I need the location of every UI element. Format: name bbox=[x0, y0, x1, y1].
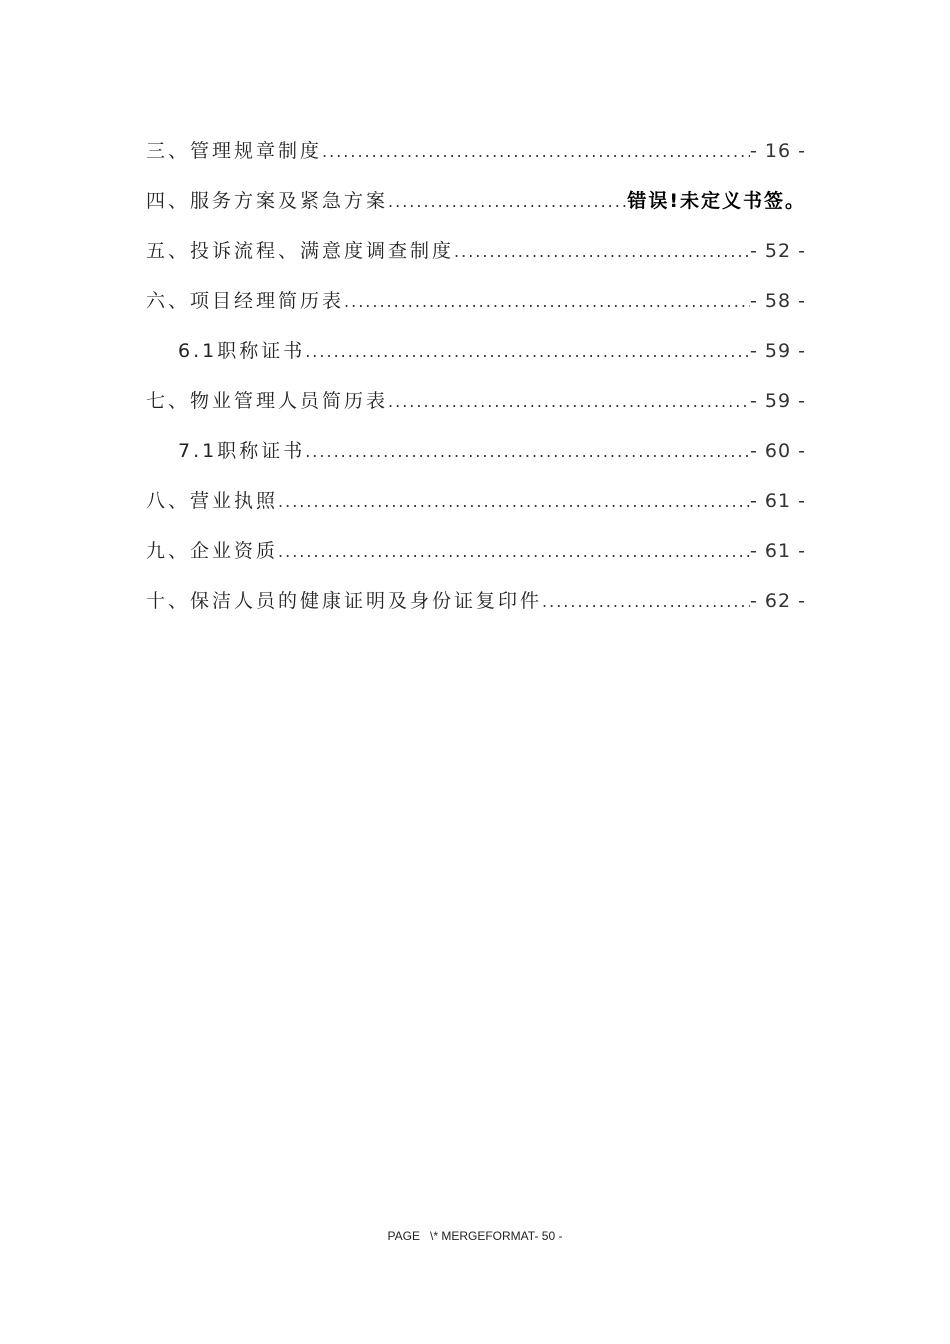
toc-entry-title: 六、项目经理简历表 bbox=[146, 290, 345, 312]
toc-dot-leader bbox=[454, 234, 750, 270]
toc-entry[interactable] bbox=[146, 283, 806, 333]
toc-entry-page-error: 错误!未定义书签。 bbox=[627, 190, 806, 212]
toc-entry-page: - 58 - bbox=[750, 290, 806, 312]
toc-dot-leader bbox=[305, 434, 750, 470]
toc-dot-leader bbox=[388, 384, 750, 420]
toc-dot-leader bbox=[322, 134, 750, 170]
table-of-contents bbox=[146, 133, 806, 633]
toc-entry-title: 九、企业资质 bbox=[146, 540, 279, 562]
toc-entry-title: 三、管理规章制度 bbox=[146, 140, 323, 162]
toc-entry-title: 七、物业管理人员简历表 bbox=[146, 390, 389, 412]
toc-entry-title: 6.1职称证书 bbox=[178, 340, 306, 362]
toc-entry[interactable] bbox=[146, 583, 806, 633]
toc-subentry[interactable] bbox=[146, 333, 806, 383]
toc-entry-title: 7.1职称证书 bbox=[178, 440, 306, 462]
toc-entry-page: - 62 - bbox=[750, 590, 806, 612]
toc-entry-page: - 61 - bbox=[750, 490, 806, 512]
toc-dot-leader bbox=[278, 484, 750, 520]
toc-dot-leader bbox=[344, 284, 750, 320]
toc-entry-page: - 61 - bbox=[750, 540, 806, 562]
toc-entry-page: - 16 - bbox=[750, 140, 806, 162]
toc-entry-page: - 52 - bbox=[750, 240, 806, 262]
toc-entry-title: 八、营业执照 bbox=[146, 490, 279, 512]
toc-entry[interactable] bbox=[146, 533, 806, 583]
toc-entry[interactable] bbox=[146, 133, 806, 183]
toc-dot-leader bbox=[305, 334, 750, 370]
toc-entry-title: 十、保洁人员的健康证明及身份证复印件 bbox=[146, 590, 543, 612]
page-footer: PAGE \* MERGEFORMAT- 50 - bbox=[387, 1229, 563, 1243]
toc-subentry[interactable] bbox=[146, 433, 806, 483]
toc-entry-page: - 59 - bbox=[750, 340, 806, 362]
toc-entry-page: - 59 - bbox=[750, 390, 806, 412]
toc-entry-page: - 60 - bbox=[750, 440, 806, 462]
toc-entry-title: 五、投诉流程、满意度调查制度 bbox=[146, 240, 455, 262]
toc-dot-leader bbox=[388, 184, 627, 220]
toc-entry[interactable] bbox=[146, 183, 806, 233]
toc-entry[interactable] bbox=[146, 233, 806, 283]
toc-entry[interactable] bbox=[146, 483, 806, 533]
toc-dot-leader bbox=[542, 584, 750, 620]
toc-entry-title: 四、服务方案及紧急方案 bbox=[146, 190, 389, 212]
toc-dot-leader bbox=[278, 534, 750, 570]
toc-entry[interactable] bbox=[146, 383, 806, 433]
